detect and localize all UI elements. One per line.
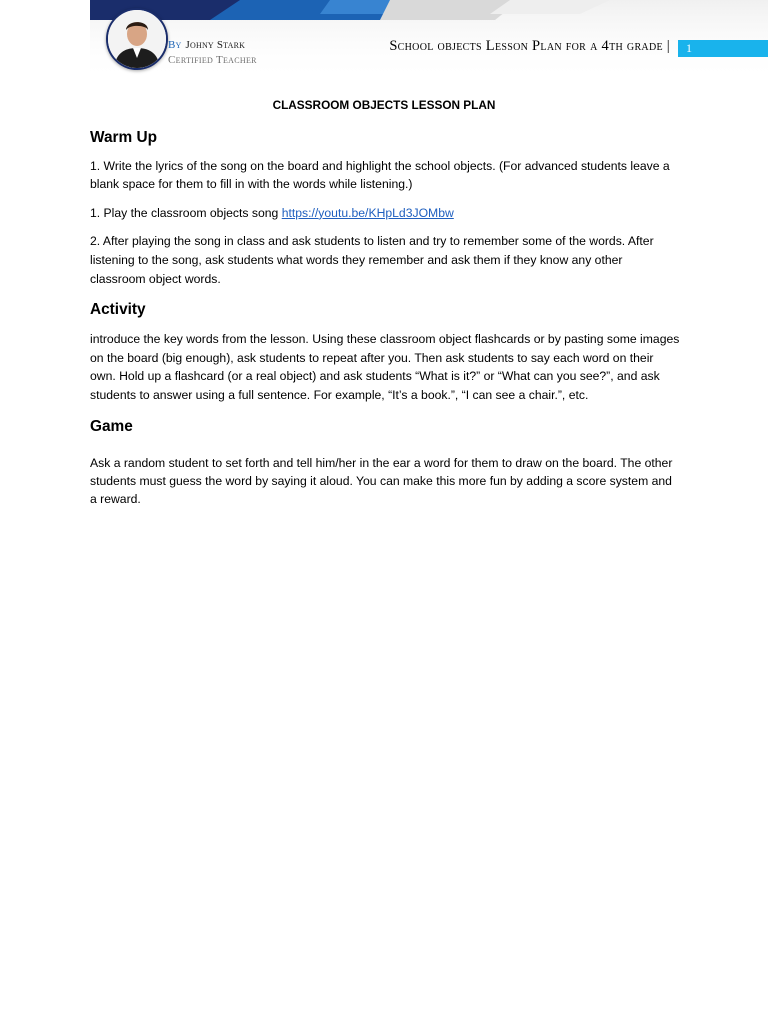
heading-game: Game	[90, 417, 133, 435]
author-role: Certified Teacher	[168, 54, 257, 66]
author-name: Johny Stark	[185, 39, 246, 51]
document-body	[90, 95, 680, 508]
byline-by: By	[168, 39, 182, 51]
warmup-paragraph-2	[90, 204, 680, 223]
warmup-paragraph-3: 2. After playing the song in class and ask students to listen and try to remember some of the words. After listening to the song, ask students what words they remember and ask them if they know any other classroom object words.	[90, 234, 654, 286]
activity-paragraph: introduce the key words from the lesson. Using these classroom object flashcards or by pasting some images on the board (big enough), ask students to repeat after you. Then ask students to say each word on their own. Hold up a flashcard (or a real object) and ask students “What is it?” or “What can you see?”, and ask students to answer using a full sentence. For example, “It’s a book.”, “I can see a chair.”, etc.	[90, 332, 680, 402]
song-link[interactable]: https://youtu.be/KHpLd3JOMbw	[281, 205, 454, 220]
page-title: CLASSROOM OBJECTS LESSON PLAN	[272, 98, 496, 112]
page-number-badge: 1	[678, 40, 768, 57]
game-paragraph: Ask a random student to set forth and tell him/her in the ear a word for them to draw on the board. The other students must guess the word by saying it aloud. You can make this more fun by adding a score system and a reward.	[90, 455, 673, 506]
heading-warm-up: Warm Up	[90, 128, 157, 146]
heading-activity: Activity	[90, 301, 146, 319]
author-avatar	[106, 8, 168, 70]
warmup-paragraph-1: 1. Write the lyrics of the song on the board and highlight the school objects. (For advanced students leave a blank space for them to fill in with the words while listening.)	[90, 158, 670, 192]
warmup-paragraph-2-text: 1. Play the classroom objects song	[90, 205, 282, 220]
author-byline	[168, 36, 257, 66]
header-document-title: School objects Lesson Plan for a 4th grade |	[389, 38, 670, 54]
